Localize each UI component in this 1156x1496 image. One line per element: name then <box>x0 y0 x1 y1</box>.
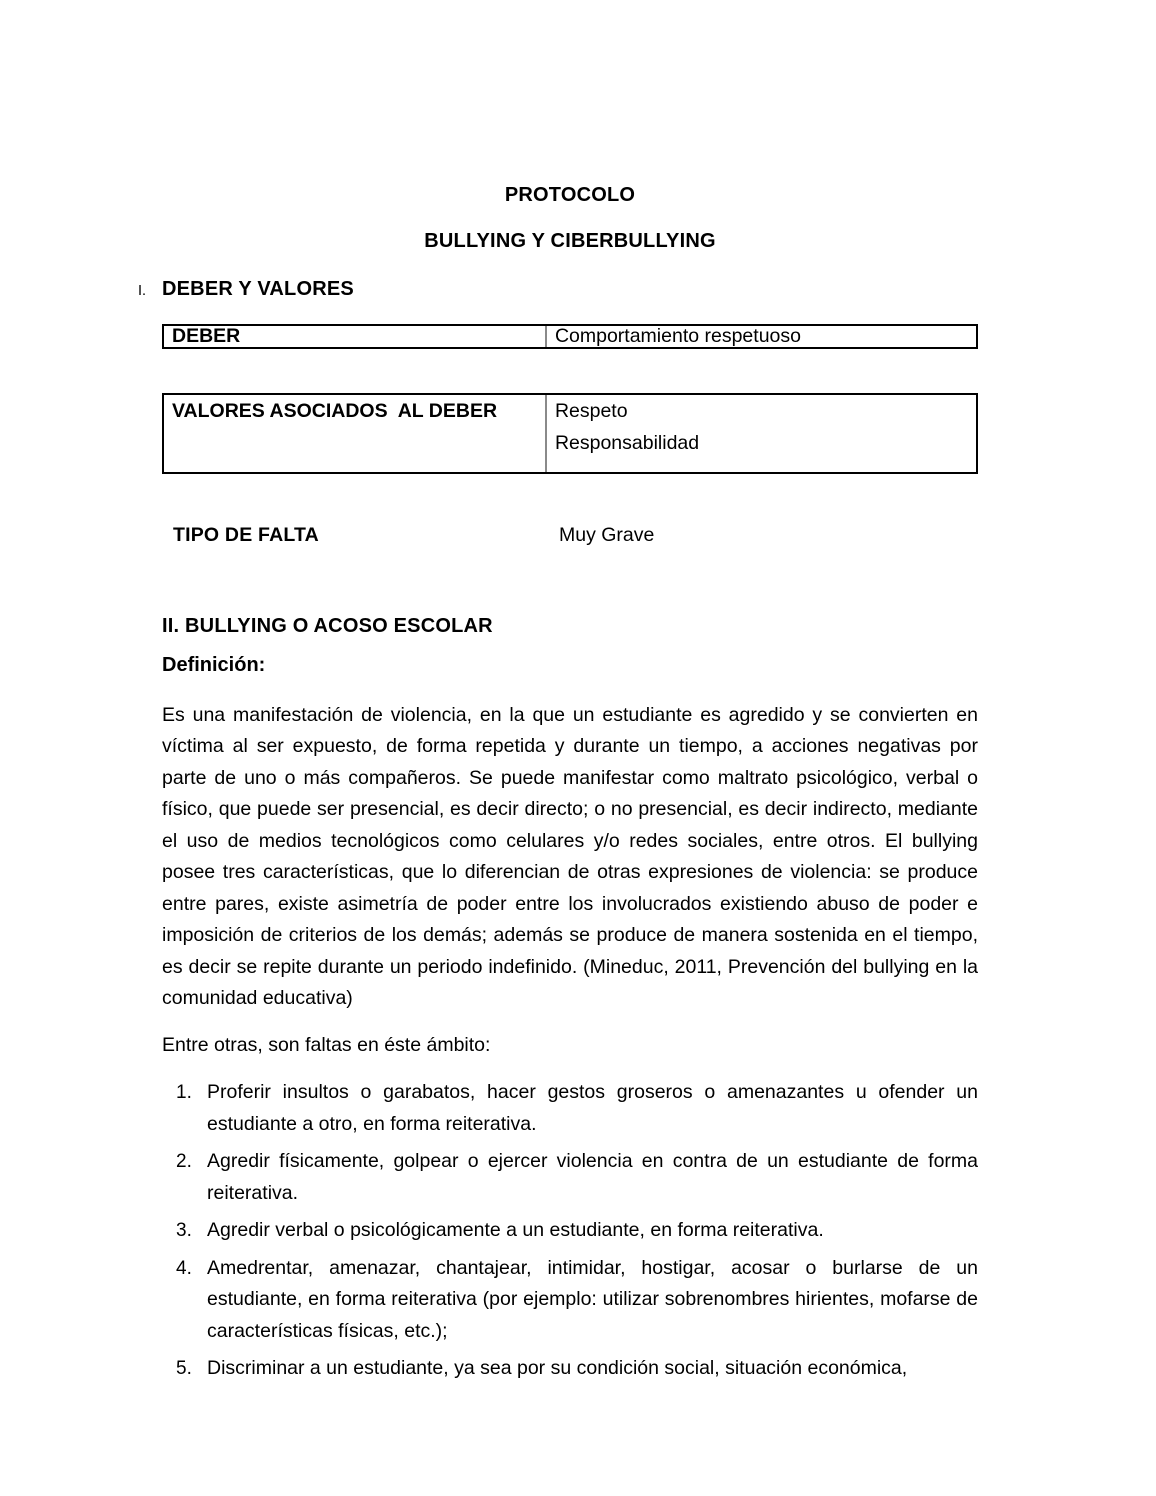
list-intro: Entre otras, son faltas en éste ámbito: <box>162 1033 491 1056</box>
tipo-falta-label: TIPO DE FALTA <box>173 524 319 546</box>
deber-label-cell: DEBER <box>164 326 547 347</box>
table-row <box>164 326 976 347</box>
list-item-text: Amedrentar, amenazar, chantajear, intimidar, hostigar, acosar o burlarse de un estudiante, en forma reiterativa (por ejemplo: utilizar sobrenombres hirientes, mofarse de características físicas, etc.); <box>207 1256 978 1342</box>
tipo-falta-value: Muy Grave <box>559 524 655 546</box>
section-numeral: I. <box>138 283 147 299</box>
tipo-falta-row <box>162 520 978 552</box>
list-item-text: Agredir verbal o psicológicamente a un estudiante, en forma reiterativa. <box>207 1219 824 1241</box>
list-item-number: 3. <box>176 1220 192 1241</box>
deber-value-cell: Comportamiento respetuoso <box>554 325 801 347</box>
section-heading-deber-y-valores <box>138 277 978 303</box>
deber-table <box>162 324 978 349</box>
valores-value-cell <box>547 395 976 472</box>
list-item-text: Agredir físicamente, golpear o ejercer violencia en contra de un estudiante de forma reiterativa. <box>207 1150 978 1204</box>
list-item <box>162 1146 978 1209</box>
definicion-paragraph: Es una manifestación de violencia, en la que un estudiante es agredido y se convierten en víctima al ser expuesto, de forma repetida y durante un tiempo, a acciones negativas por parte de uno o más compañeros. Se puede manifestar como maltrato psicológico, verbal o físico, que puede ser presencial, es decir directo; o no presencial, es decir indirecto, mediante el uso de medios tecnológicos como celulares y/o redes sociales, entre otros. El bullying posee tres características, que lo diferencian de otras expresiones de violencia: se produce entre pares, existe asimetría de poder entre los involucrados existiendo abuso de poder e imposición de criterios de los demás; además se produce de manera sostenida en el tiempo, es decir se repite durante un periodo indefinido. (Mineduc, 2011, Prevención del bullying en la comunidad educativa) <box>162 703 978 1009</box>
valores-label-cell: VALORES ASOCIADOS AL DEBER <box>164 395 547 472</box>
valores-value-line-1: Respeto <box>554 400 628 422</box>
list-item <box>162 1353 978 1385</box>
list-item-text: Proferir insultos o garabatos, hacer gestos groseros o amenazantes u ofender un estudiante a otro, en forma reiterativa. <box>207 1081 978 1135</box>
list-item-number: 1. <box>176 1082 192 1103</box>
list-item-text: Discriminar a un estudiante, ya sea por su condición social, situación económica, <box>207 1357 908 1379</box>
list-item-number: 4. <box>176 1257 192 1279</box>
valores-value-line-2: Responsabilidad <box>554 431 700 454</box>
list-item-number: 2. <box>176 1151 192 1172</box>
definicion-label: Definición: <box>162 654 266 676</box>
valores-table <box>162 393 978 474</box>
list-item-number: 5. <box>176 1358 192 1379</box>
document-subtitle: BULLYING Y CIBERBULLYING <box>424 230 716 252</box>
list-item <box>162 1215 978 1247</box>
list-item <box>162 1253 978 1348</box>
faltas-list <box>162 1077 978 1385</box>
section-heading-bullying-o-acoso-escolar: II. BULLYING O ACOSO ESCOLAR <box>162 614 493 637</box>
list-item <box>162 1077 978 1140</box>
section-heading-text: DEBER Y VALORES <box>162 278 354 300</box>
table-row <box>164 395 976 472</box>
document-title: PROTOCOLO <box>504 184 636 206</box>
